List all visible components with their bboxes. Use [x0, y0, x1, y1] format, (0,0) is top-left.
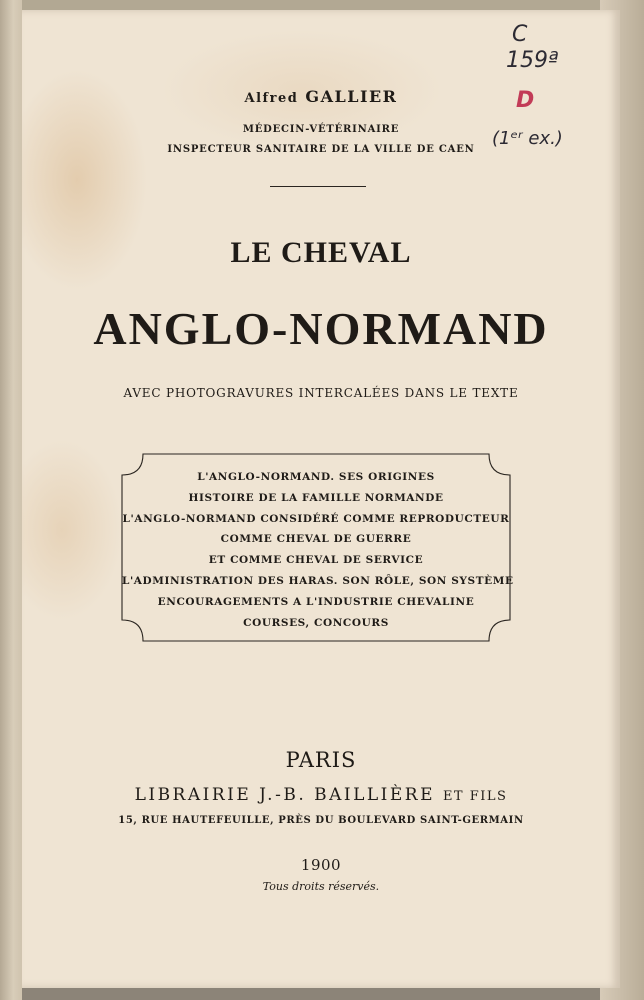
- contents-item: HISTOIRE DE LA FAMILLE NORMANDE: [188, 491, 444, 504]
- rights-notice: Tous droits réservés.: [262, 880, 380, 893]
- contents-item: ET COMME CHEVAL DE SERVICE: [208, 554, 424, 567]
- author-first-name: Alfred: [244, 91, 299, 106]
- book-subtitle: AVEC PHOTOGRAVURES INTERCALÉES DANS LE TEXTE: [123, 386, 519, 400]
- author-role-2: INSPECTEUR SANITAIRE DE LA VILLE DE CAEN: [167, 144, 475, 155]
- contents-list: [122, 467, 514, 633]
- imprint-publisher: [22, 785, 620, 805]
- contents-item: L'ADMINISTRATION DES HARAS. SON RÔLE, SON SYSTÈME: [122, 574, 514, 587]
- contents-item: COURSES, CONCOURS: [243, 616, 389, 629]
- author-role-1: MÉDECIN-VÉTÉRINAIRE: [242, 124, 400, 135]
- publisher-suffix: ET FILS: [442, 789, 508, 804]
- contents-item: ENCOURAGEMENTS A L'INDUSTRIE CHEVALINE: [157, 595, 475, 608]
- contents-item: COMME CHEVAL DE GUERRE: [220, 533, 412, 546]
- contents-item: L'ANGLO-NORMAND CONSIDÉRÉ COMME REPRODUCTEUR: [122, 512, 510, 525]
- shelfmark-line-4: (1ᵉʳ ex.): [492, 128, 563, 149]
- shelfmark-line-3: D: [516, 88, 535, 113]
- shelfmark-line-1: C: [512, 22, 528, 47]
- contents-item: L'ANGLO-NORMAND. SES ORIGINES: [197, 471, 435, 483]
- imprint-address: 15, RUE HAUTEFEUILLE, PRÈS DU BOULEVARD SAINT-GERMAIN: [118, 815, 524, 826]
- book-title-line-1: LE CHEVAL: [230, 236, 412, 269]
- author-last-name: GALLIER: [305, 87, 398, 106]
- book-spine: [0, 0, 22, 1000]
- book-title-line-2: ANGLO-NORMAND: [93, 303, 549, 354]
- publisher-name: LIBRAIRIE J.-B. BAILLIÈRE: [134, 785, 436, 805]
- shelfmark-line-2: 159ª: [506, 48, 559, 73]
- divider-rule: [270, 186, 366, 187]
- imprint-city: PARIS: [285, 748, 357, 772]
- imprint-year: 1900: [300, 856, 342, 874]
